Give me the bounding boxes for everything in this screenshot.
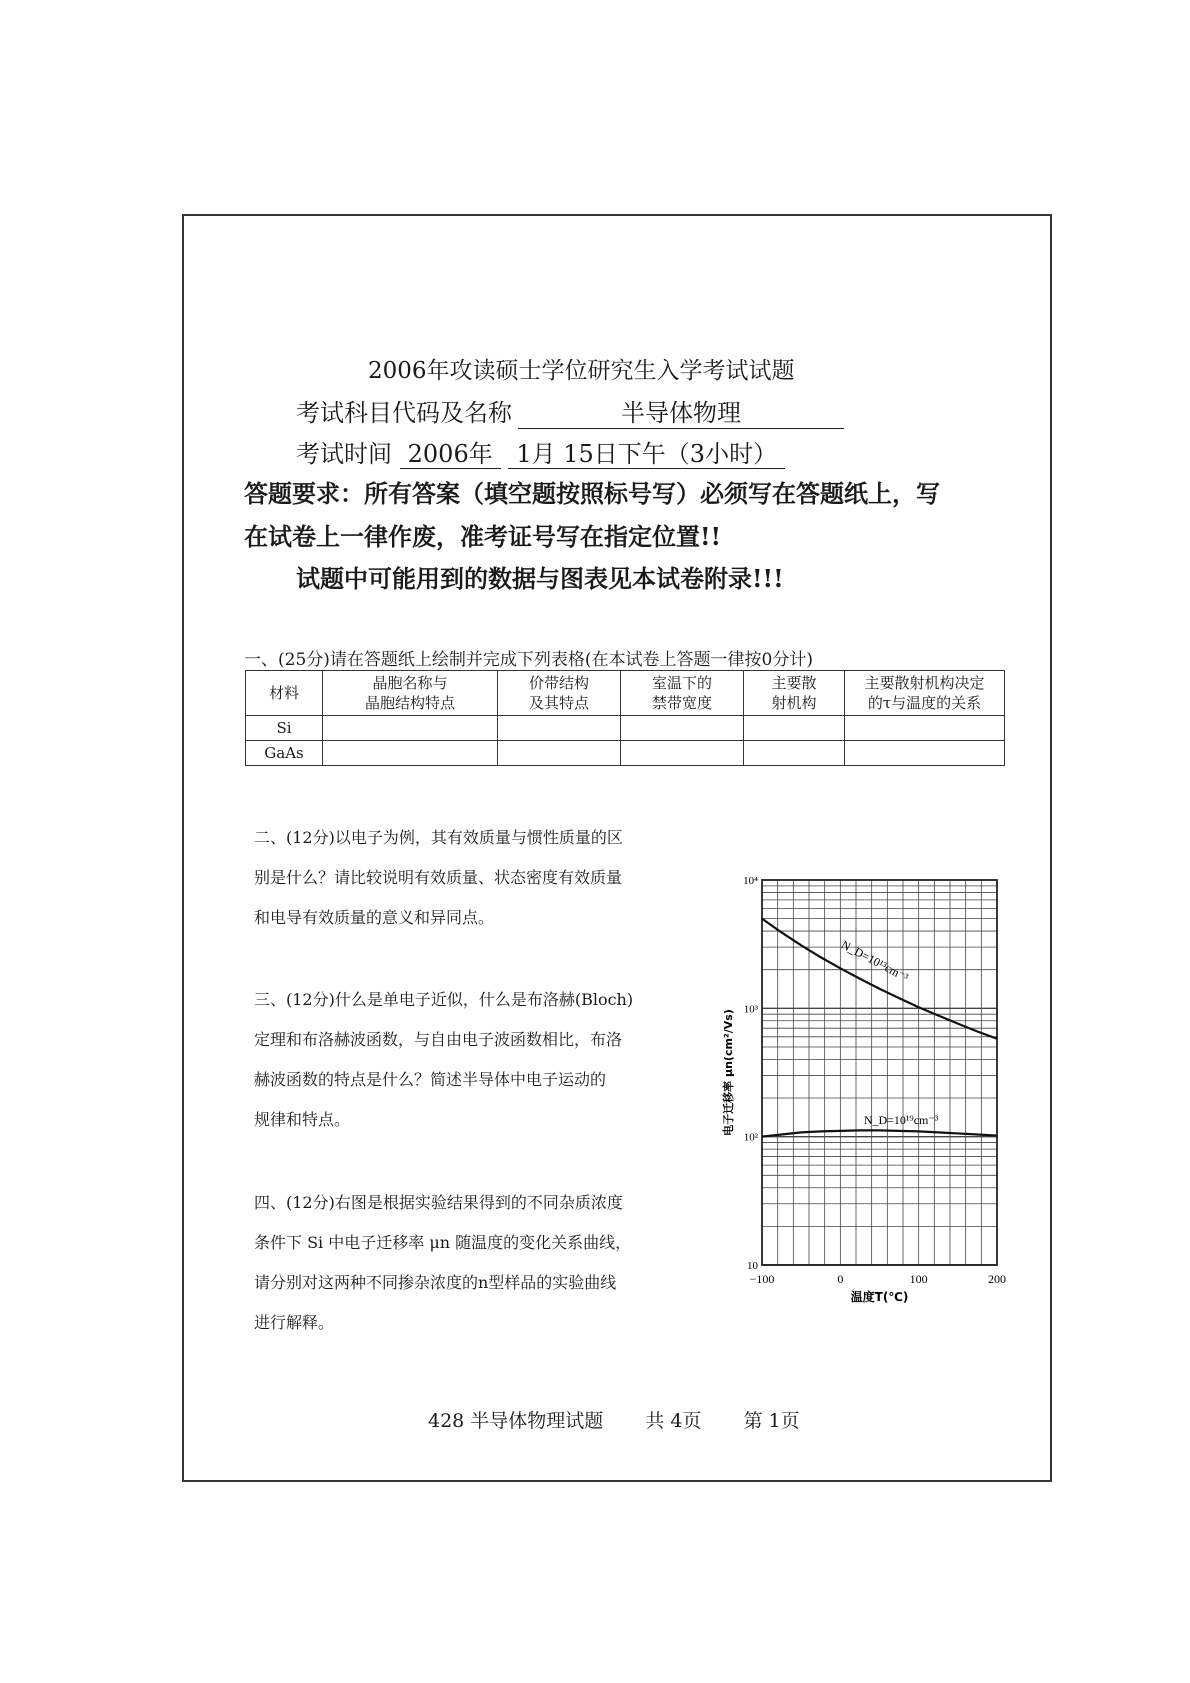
question-line: 赫波函数的特点是什么？简述半导体中电子运动的 [254, 1070, 607, 1089]
question-line: 条件下 Si 中电子迁移率 μn 随温度的变化关系曲线， [254, 1233, 632, 1252]
series-annotation: N_D=10¹⁹cm⁻³ [863, 1113, 939, 1128]
chart-labels [721, 875, 1006, 1304]
table-header: 晶胞名称与 晶胞结构特点 [323, 671, 498, 716]
question-4 [254, 1183, 631, 1343]
y-axis-label: 电子迁移率 μn(cm²/Vs) [722, 1009, 735, 1136]
plot-frame [762, 880, 997, 1265]
time-line [296, 434, 785, 469]
table-header: 价带结构 及其特点 [498, 671, 621, 716]
question-line: 四、(12分)右图是根据实验结果得到的不同杂质浓度 [254, 1193, 623, 1212]
x-tick-label: −100 [749, 1272, 775, 1286]
table-cell [845, 741, 1005, 766]
y-tick-label: 10³ [743, 1003, 758, 1016]
x-tick-label: 100 [909, 1272, 928, 1286]
instruction-line-3: 试题中可能用到的数据与图表见本试卷附录!!! [296, 564, 784, 593]
time-date: 1月 15日下午（3小时） [508, 440, 785, 469]
subject-line [296, 393, 844, 429]
instruction-line-2: 在试卷上一律作废，准考证号写在指定位置!! [244, 522, 722, 551]
page-footer [428, 1406, 836, 1433]
question-line: 规律和特点。 [254, 1110, 351, 1129]
table-cell [744, 741, 845, 766]
table-cell [621, 716, 744, 741]
table-header: 主要散 射机构 [744, 671, 845, 716]
question-1-text: 一、(25分)请在答题纸上绘制并完成下列表格(在本试卷上答题一律按0分计) [244, 650, 813, 670]
question-line: 进行解释。 [254, 1313, 335, 1332]
question-line: 定理和布洛赫波函数，与自由电子波函数相比，布洛 [254, 1030, 623, 1049]
chart-series [762, 919, 997, 1137]
table-cell [845, 716, 1005, 741]
series-annotation: N_D=10¹³cm⁻³ [838, 937, 911, 985]
subject-label: 考试科目代码及名称 [296, 399, 512, 427]
question-3 [254, 980, 633, 1140]
row-label: Si [246, 716, 323, 741]
table-cell [744, 716, 845, 741]
exam-title: 2006年攻读硕士学位研究生入学考试试题 [368, 358, 795, 384]
x-axis-label: 温度T(℃) [850, 1290, 909, 1304]
question-line: 别是什么？请比较说明有效质量、状态密度有效质量 [254, 868, 623, 887]
footer-page: 第 1页 [743, 1410, 800, 1432]
y-tick-label: 10⁴ [743, 875, 758, 887]
table-cell [498, 741, 621, 766]
table-header: 材料 [246, 671, 323, 716]
question-line: 和电导有效质量的意义和异同点。 [254, 908, 495, 927]
table-header-row [246, 671, 1005, 716]
row-label: GaAs [246, 741, 323, 766]
table-row [246, 741, 1005, 766]
table-row [246, 716, 1005, 741]
question-2 [254, 818, 623, 938]
series-line [762, 1130, 997, 1136]
chart-axes [762, 880, 997, 1265]
chart-grid [762, 880, 997, 1265]
time-year: 2006年 [400, 440, 501, 469]
x-tick-label: 0 [837, 1272, 844, 1286]
table-cell [621, 741, 744, 766]
table-cell [323, 716, 498, 741]
table-cell [498, 716, 621, 741]
subject-value: 半导体物理 [518, 393, 844, 429]
footer-total: 共 4页 [645, 1410, 702, 1432]
mobility-chart [720, 860, 1030, 1340]
table-header: 室温下的 禁带宽度 [621, 671, 744, 716]
table-cell [323, 741, 498, 766]
property-table [245, 670, 1005, 766]
question-line: 请分别对这两种不同掺杂浓度的n型样品的实验曲线 [254, 1273, 617, 1292]
y-tick-label: 10 [747, 1260, 758, 1272]
table-header: 主要散射机构决定 的τ与温度的关系 [845, 671, 1005, 716]
y-tick-label: 10² [743, 1131, 758, 1144]
footer-course: 428 半导体物理试题 [428, 1410, 604, 1432]
instruction-line-1: 答题要求：所有答案（填空题按照标号写）必须写在答题纸上，写 [244, 479, 940, 508]
question-line: 二、(12分)以电子为例，其有效质量与惯性质量的区 [254, 828, 623, 847]
x-tick-label: 200 [988, 1272, 1006, 1286]
time-label: 考试时间 [296, 440, 392, 468]
question-line: 三、(12分)什么是单电子近似，什么是布洛赫(Bloch) [254, 990, 634, 1009]
